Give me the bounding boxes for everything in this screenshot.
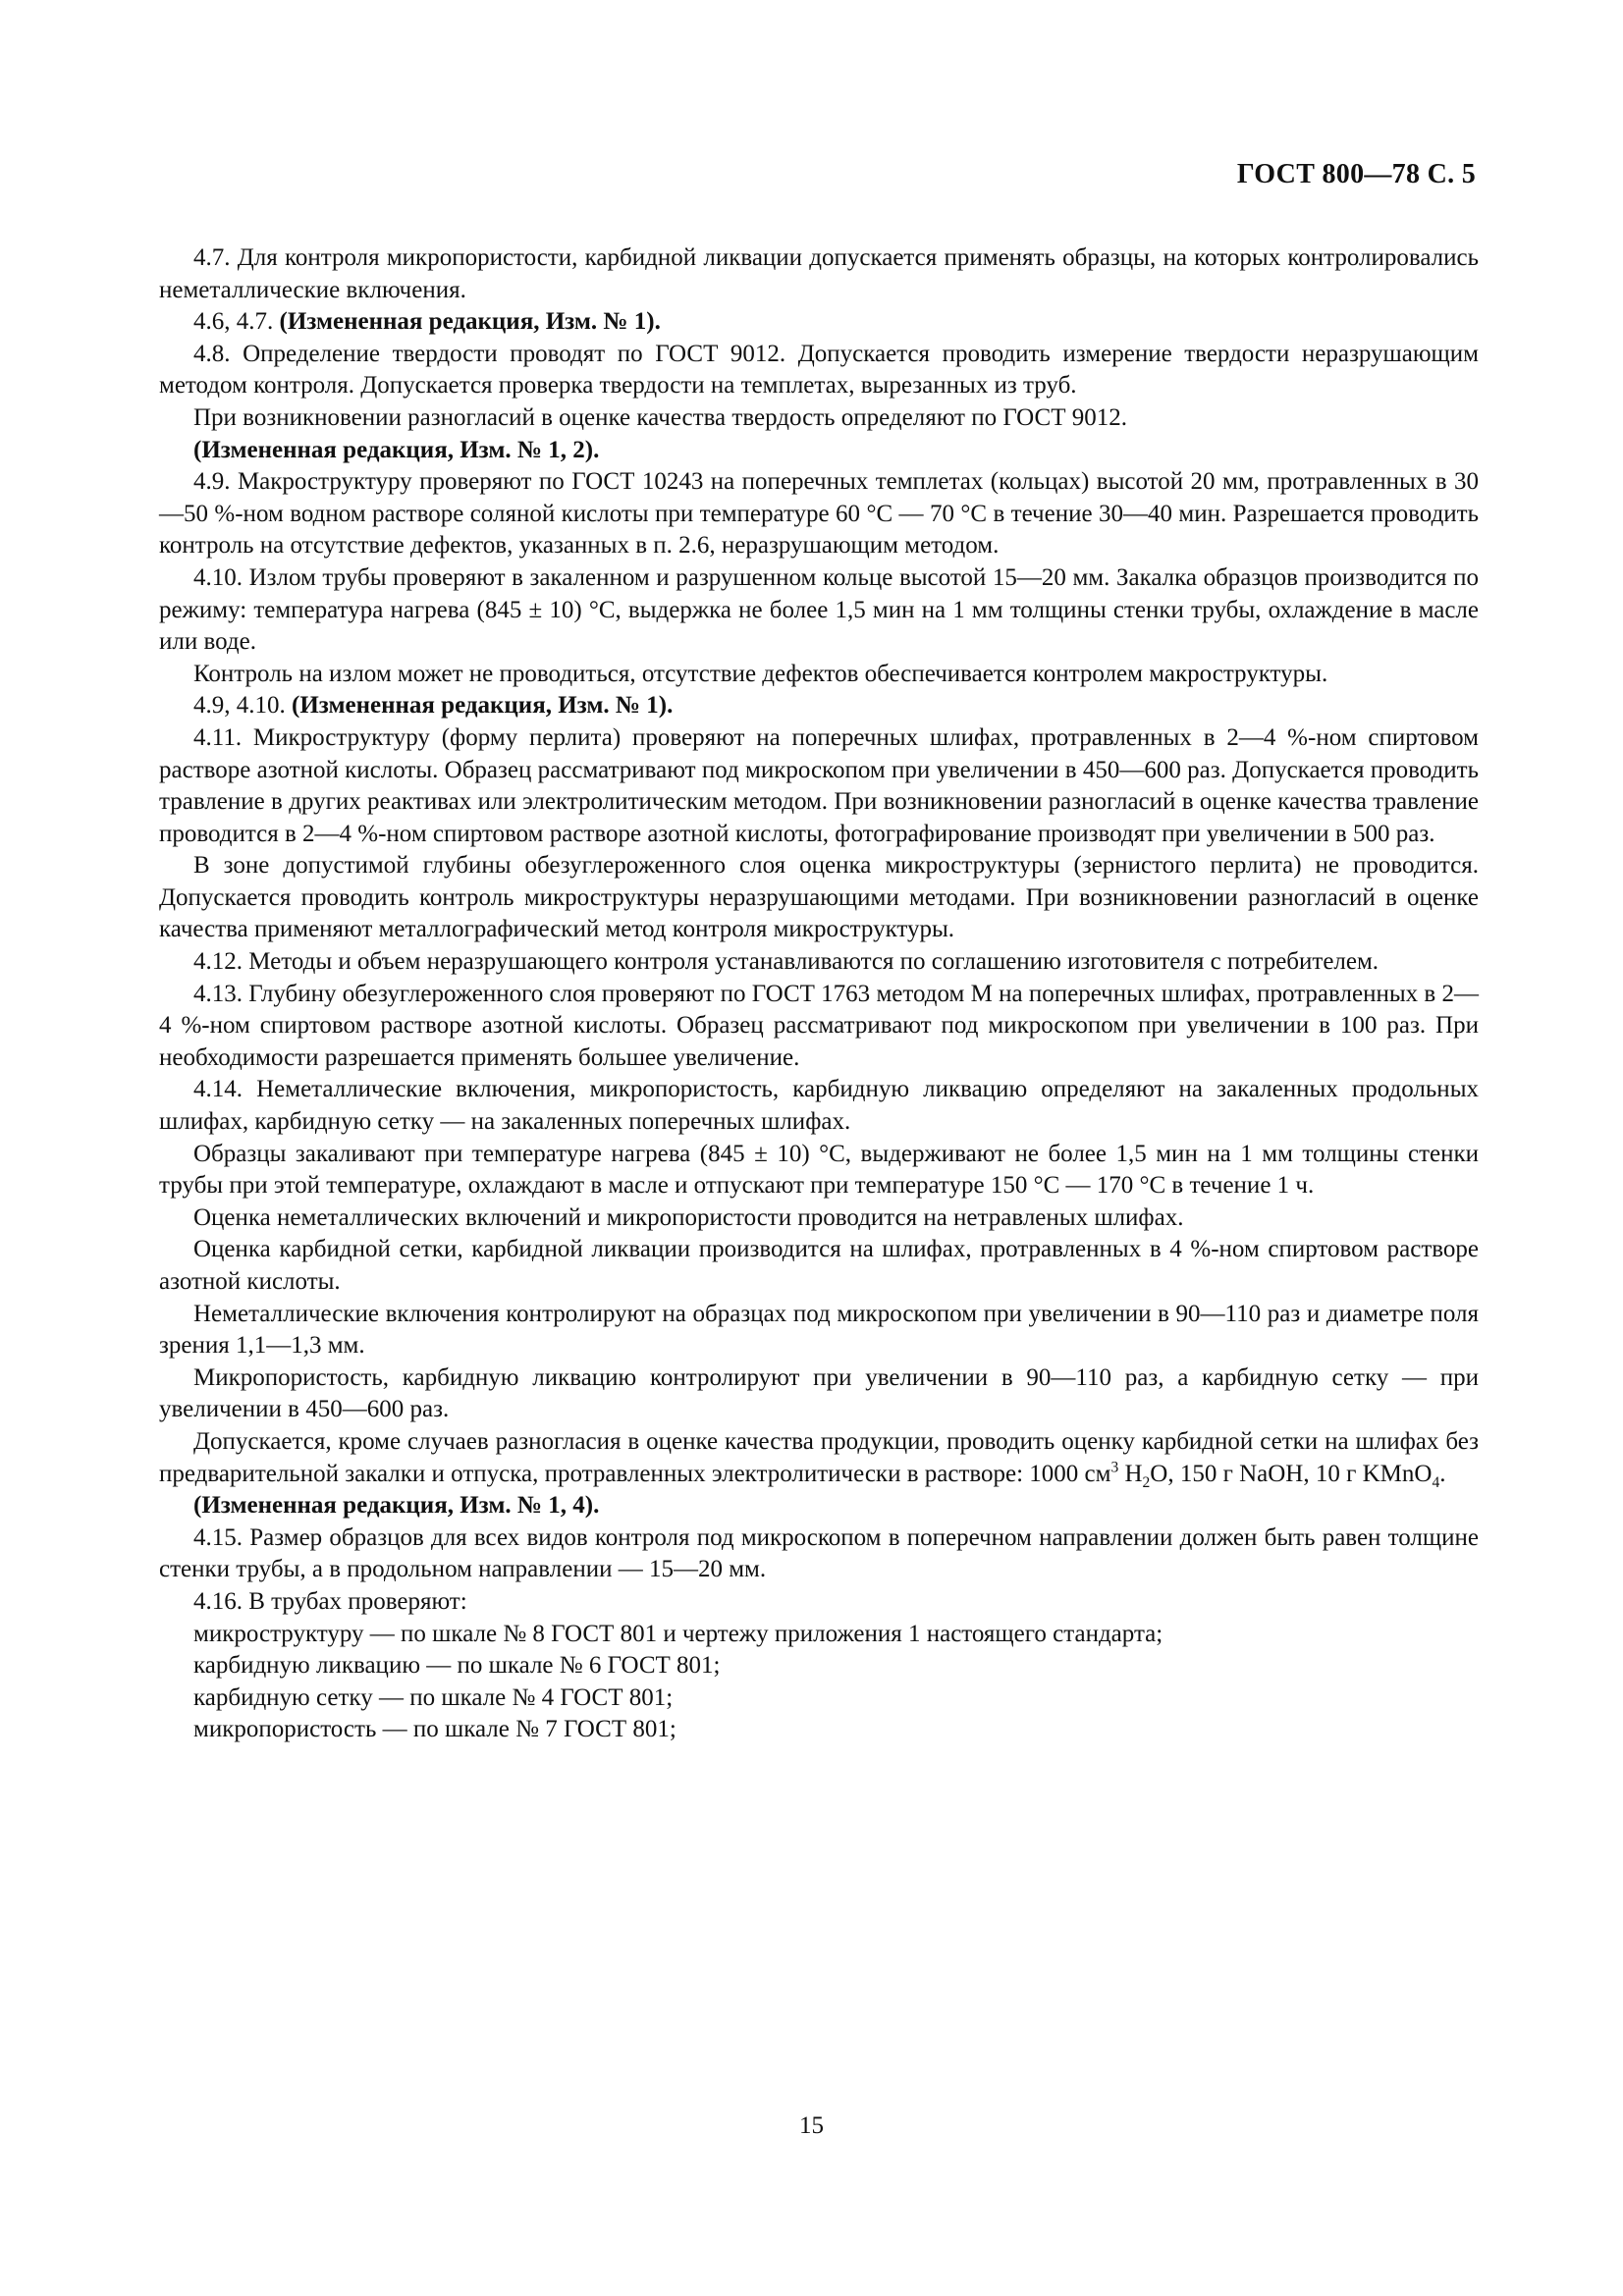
paragraph-text: Образцы закаливают при температуре нагрева (845 ± 10) °С, выдерживают не более 1,5 мин на 1 мм толщины стенки трубы при этой температуре, охлаждают в масле и отпускают при температуре 150 °С — 170 °С в течение 1 ч.	[159, 1140, 1479, 1200]
paragraph-text: При возникновении разногласий в оценке качества твердость определяют по ГОСТ 9012.	[193, 403, 1127, 431]
amendment-prefix: 4.6, 4.7.	[193, 308, 280, 336]
paragraph-4-15: 4.15. Размер образцов для всех видов контроля под микроскопом в поперечном направлении должен быть равен толщине стенки трубы, а в продольном направлении — 15—20 мм.	[159, 1523, 1479, 1583]
superscript: 3	[1110, 1459, 1119, 1476]
paragraph-4-10: 4.10. Излом трубы проверяют в закаленном и разрушенном кольце высотой 15—20 мм. Закалка образцов производится по режиму: температура нагрева (845 ± 10) °С, выдержка не более 1,5 мин на 1 мм толщины стенки трубы, охлаждение в масле или воде.	[159, 563, 1479, 656]
amendment-bold: (Измененная редакция, Изм. № 1).	[279, 308, 661, 336]
formula-text: H	[1118, 1460, 1143, 1487]
paragraph-text: Контроль на излом может не проводиться, отсутствие дефектов обеспечивается контролем макроструктуры.	[193, 660, 1328, 687]
paragraph-4-16: 4.16. В трубах проверяют:	[193, 1587, 467, 1615]
document-body	[159, 242, 1479, 1746]
amendment-bold: (Измененная редакция, Изм. № 1).	[292, 692, 674, 720]
paragraph-4-12: 4.12. Методы и объем неразрушающего контроля устанавливаются по соглашению изготовителя с потребителем.	[193, 948, 1380, 976]
amendment-note	[159, 690, 1479, 722]
paragraph-text: Микропористость, карбидную ликвацию контролируют при увеличении в 90—110 раз, а карбидную сетку — при увеличении в 450—600 раз.	[159, 1363, 1479, 1423]
paragraph-4-7: 4.7. Для контроля микропористости, карбидной ликвации допускается применять образцы, на которых контролировались неметаллические включения.	[159, 244, 1479, 303]
amendment-note: (Измененная редакция, Изм. № 1, 2).	[193, 436, 600, 463]
list-item: карбидную сетку — по шкале № 4 ГОСТ 801;	[193, 1683, 674, 1711]
formula-text: .	[1439, 1460, 1446, 1487]
paragraph-text: В зоне допустимой глубины обезуглероженного слоя оценка микроструктуры (зернистого перлита) не проводится. Допускается проводить контроль микроструктуры неразрушающими методами. При возникновении разногласий в оценке качества применяют металлографический метод контроля микроструктуры.	[159, 852, 1479, 943]
paragraph-4-8: 4.8. Определение твердости проводят по ГОСТ 9012. Допускается проводить измерение твердости неразрушающим методом контроля. Допускается проверка твердости на темплетах, вырезанных из труб.	[159, 340, 1479, 400]
list-item: карбидную ликвацию — по шкале № 6 ГОСТ 801;	[193, 1652, 721, 1680]
paragraph-text: Оценка карбидной сетки, карбидной ликвации производится на шлифах, протравленных в 4 %-ном спиртовом растворе азотной кислоты.	[159, 1236, 1479, 1295]
formula-text: Допускается, кроме случаев разногласия в оценке качества продукции, проводить оценку карбидной сетки на шлифах без предварительной закалки и отпуска, протравленных электролитически в растворе: 1000 см	[159, 1427, 1479, 1487]
subscript: 4	[1432, 1473, 1440, 1491]
amendment-note	[159, 306, 1479, 339]
subscript: 2	[1142, 1473, 1151, 1491]
paragraph-text: Неметаллические включения контролируют на образцах под микроскопом при увеличении в 90—110 раз и диаметре поля зрения 1,1—1,3 мм.	[159, 1300, 1479, 1360]
amendment-prefix: 4.9, 4.10.	[193, 692, 292, 720]
page-number: 15	[799, 2112, 824, 2139]
paragraph-4-14: 4.14. Неметаллические включения, микропористость, карбидную ликвацию определяют на закаленных продольных шлифах, карбидную сетку — на закаленных поперечных шлифах.	[159, 1076, 1479, 1136]
paragraph-4-13: 4.13. Глубину обезуглероженного слоя проверяют по ГОСТ 1763 методом М на поперечных шлифах, протравленных в 2—4 %-ном спиртовом растворе азотной кислоты. Образец рассматривают под микроскопом при увеличении в 100 раз. При необходимости разрешается применять большее увеличение.	[159, 980, 1479, 1071]
formula-paragraph	[159, 1426, 1479, 1490]
list-item: микроструктуру — по шкале № 8 ГОСТ 801 и чертежу приложения 1 настоящего стандарта;	[193, 1620, 1163, 1647]
paragraph-text: Оценка неметаллических включений и микропористости проводится на нетравленых шлифах.	[193, 1203, 1184, 1231]
paragraph-4-9: 4.9. Макроструктуру проверяют по ГОСТ 10243 на поперечных темплетах (кольцах) высотой 20 мм, протравленных в 30—50 %-ном водном растворе соляной кислоты при температуре 60 °С — 70 °С в течение 30—40 мин. Разрешается проводить контроль на отсутствие дефектов, указанных в п. 2.6, неразрушающим методом.	[159, 468, 1479, 560]
formula-text: O, 150 г NaOH, 10 г KMnO	[1150, 1460, 1433, 1487]
amendment-note: (Измененная редакция, Изм. № 1, 4).	[193, 1492, 600, 1520]
list-item: микропористость — по шкале № 7 ГОСТ 801;	[193, 1716, 676, 1743]
paragraph-4-11: 4.11. Микроструктуру (форму перлита) проверяют на поперечных шлифах, протравленных в 2—4 %-ном спиртовом растворе азотной кислоты. Образец рассматривают под микроскопом при увеличении в 450—600 раз. Допускается проводить травление в других реактивах или электролитическим методом. При возникновении разногласий в оценке качества травление проводится в 2—4 %-ном спиртовом растворе азотной кислоты, фотографирование производят при увеличении в 500 раз.	[159, 723, 1479, 847]
page-header: ГОСТ 800—78 С. 5	[1236, 159, 1476, 189]
